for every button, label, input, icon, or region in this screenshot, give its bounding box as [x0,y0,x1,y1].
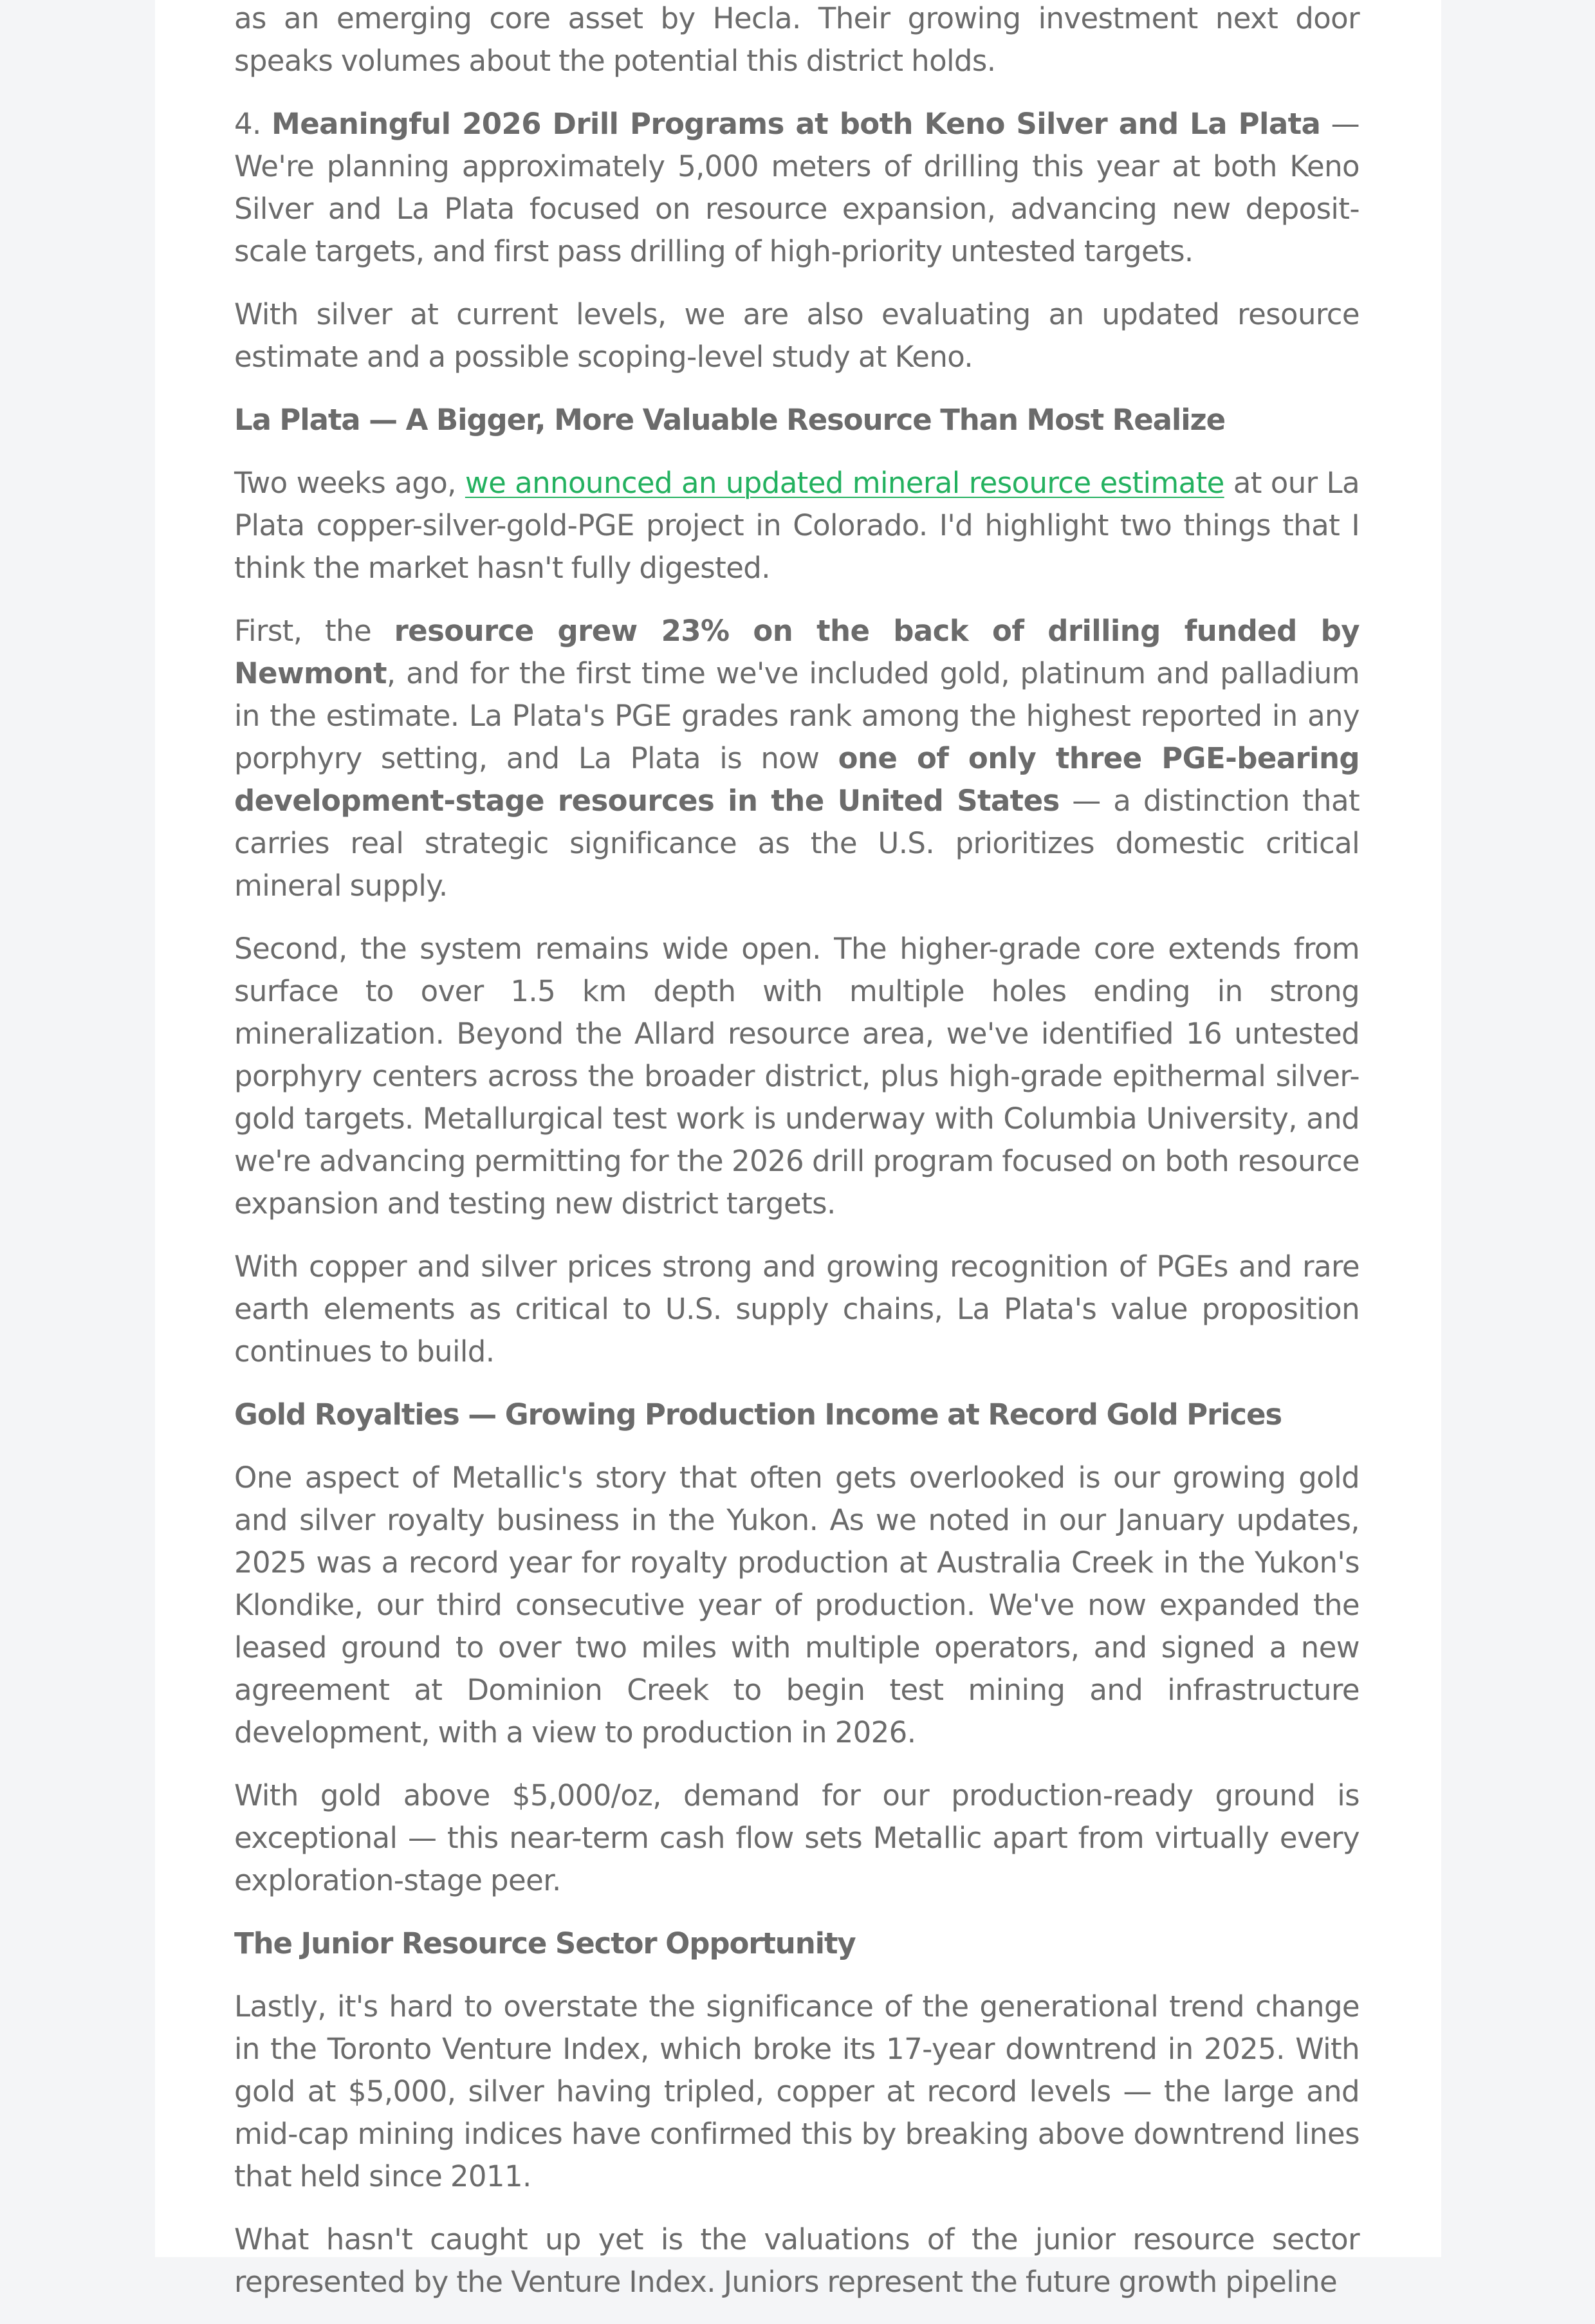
paragraph-silver-levels: With silver at current levels, we are also evaluating an updated resource estimate and a possible scoping-level study at Keno. [234,297,1360,374]
paragraph-venture-index: Lastly, it's hard to overstate the significance of the generational trend change in the Toronto Venture Index, which broke its 17-year downtrend in 2025. With gold at $5,000, silver having tripled, copper at record levels — the large and mid-cap mining indices have confirmed this by breaking above downtrend lines that held since 2011. [234,1989,1360,2193]
resource-growth-mid: , and for the first time we've included gold, platinum and palladium in the estimate. La Plata's PGE grades rank among the highest reported in any porphyry setting, and La Plata is now [234,656,1360,775]
section-heading-la-plata: La Plata — A Bigger, More Valuable Resource Than Most Realize [234,403,1226,437]
paragraph-la-plata-resource-growth [234,610,1360,907]
list-number: 4. [234,107,261,141]
la-plata-announcement-post: at our La Plata copper-silver-gold-PGE project in Colorado. I'd highlight two things that I think the market hasn't fully digested. [234,466,1360,585]
article-body [234,0,1360,2324]
paragraph-la-plata-value: With copper and silver prices strong and growing recognition of PGEs and rare earth elements as critical to U.S. supply chains, La Plata's value proposition continues to build. [234,1250,1360,1369]
paragraph-gold-demand: With gold above $5,000/oz, demand for our production-ready ground is exceptional — this near-term cash flow sets Metallic apart from virtually every exploration-stage peer. [234,1778,1360,1897]
resource-growth-bold: resource grew 23% on the back of drilling funded by Newmont [234,614,1360,690]
resource-growth-pre: First, the [234,614,394,648]
resource-growth-post: — a distinction that carries real strategic significance as the U.S. prioritizes domestic critical mineral supply. [234,784,1360,903]
paragraph-intro-end: as an emerging core asset by Hecla. Their growing investment next door speaks volumes about the potential this district holds. [234,1,1360,78]
drill-programs-text: — We're planning approximately 5,000 meters of drilling this year at both Keno Silver and La Plata focused on resource expansion, advancing new deposit-scale targets, and first pass drilling of high-priority untested targets. [234,107,1360,268]
drill-programs-heading: Meaningful 2026 Drill Programs at both Keno Silver and La Plata [272,107,1321,141]
la-plata-announcement-pre: Two weeks ago, [234,466,465,500]
paragraph-gold-royalties: One aspect of Metallic's story that often gets overlooked is our growing gold and silver royalty business in the Yukon. As we noted in our January updates, 2025 was a record year for royalty production at Australia Creek in the Yukon's Klondike, our third consecutive year of production. We've now expanded the leased ground to over two miles with multiple operators, and signed a new agreement at Dominion Creek to begin test mining and infrastructure development, with a view to production in 2026. [234,1461,1360,1749]
paragraph-la-plata-system-open: Second, the system remains wide open. The higher-grade core extends from surface to over 1.5 km depth with multiple holes ending in strong mineralization. Beyond the Allard resource area, we've identified 16 untested porphyry centers across the broader district, plus high-grade epithermal silver-gold targets. Metallurgical test work is underway with Columbia University, and we're advancing permitting for the 2026 drill program focused on both resource expansion and testing new district targets. [234,932,1360,1221]
paragraph-la-plata-announcement [234,462,1360,589]
mineral-resource-estimate-link[interactable]: we announced an updated mineral resource estimate [465,466,1224,500]
paragraph-drill-programs [234,103,1360,273]
section-heading-junior-sector: The Junior Resource Sector Opportunity [234,1926,856,1960]
paragraph-junior-valuations: What hasn't caught up yet is the valuations of the junior resource sector represented by the Venture Index. Juniors represent the future growth pipeline [234,2222,1360,2299]
section-heading-gold-royalties: Gold Royalties — Growing Production Income at Record Gold Prices [234,1397,1282,1432]
pge-resources-bold: one of only three PGE-bearing development-stage resources in the United States [234,741,1360,818]
email-page [155,0,1441,2299]
